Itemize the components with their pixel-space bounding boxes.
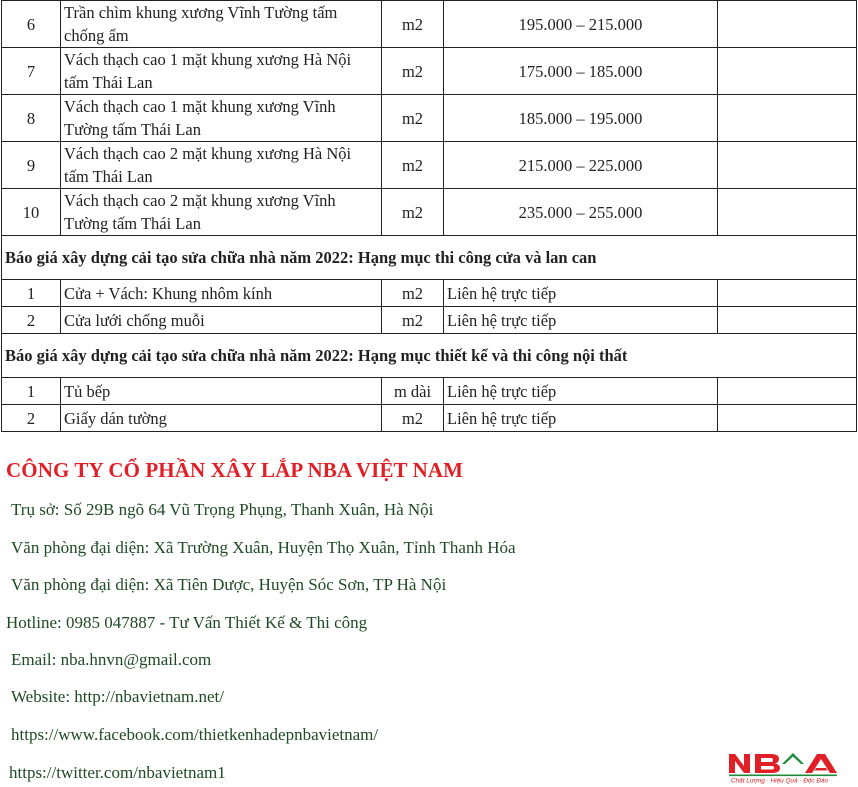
item-price: 215.000 – 225.000 xyxy=(444,142,718,189)
table-row xyxy=(2,378,857,405)
item-note xyxy=(718,95,857,142)
website-link[interactable]: Website: http://nbavietnam.net/ xyxy=(11,687,224,706)
nba-logo xyxy=(727,748,853,784)
item-note xyxy=(718,280,857,307)
item-note xyxy=(718,405,857,432)
item-price: Liên hệ trực tiếp xyxy=(444,405,718,432)
item-name: Trần chìm khung xương Vĩnh Tường tấm chống ẩm xyxy=(61,1,382,48)
section-header-row xyxy=(2,334,857,378)
item-unit: m2 xyxy=(382,95,444,142)
item-price: 175.000 – 185.000 xyxy=(444,48,718,95)
item-name: Vách thạch cao 2 mặt khung xương Vĩnh Tường tấm Thái Lan xyxy=(61,189,382,236)
section-title: Báo giá xây dựng cải tạo sửa chữa nhà năm 2022: Hạng mục thiết kế và thi công nội thất xyxy=(2,334,857,378)
item-name: Giấy dán tường xyxy=(61,405,382,432)
item-price: Liên hệ trực tiếp xyxy=(444,280,718,307)
item-note xyxy=(718,1,857,48)
row-number: 10 xyxy=(2,189,61,236)
logo-slogan: Chất Lượng · Hiệu Quả · Độc Đáo xyxy=(731,777,829,784)
item-price: Liên hệ trực tiếp xyxy=(444,307,718,334)
row-number: 2 xyxy=(2,307,61,334)
table-row xyxy=(2,280,857,307)
item-name: Tủ bếp xyxy=(61,378,382,405)
table-row xyxy=(2,405,857,432)
item-unit: m2 xyxy=(382,1,444,48)
item-unit: m dài xyxy=(382,378,444,405)
head-office-address: Trụ sở: Số 29B ngõ 64 Vũ Trọng Phụng, Thanh Xuân, Hà Nội xyxy=(11,500,434,519)
office-address-thanh-hoa: Văn phòng đại diện: Xã Trường Xuân, Huyện Thọ Xuân, Tỉnh Thanh Hóa xyxy=(11,538,516,557)
item-unit: m2 xyxy=(382,142,444,189)
company-name: CÔNG TY CỔ PHẦN XÂY LẮP NBA VIỆT NAM xyxy=(6,458,464,482)
price-table xyxy=(1,0,857,432)
item-name: Vách thạch cao 1 mặt khung xương Vĩnh Tường tấm Thái Lan xyxy=(61,95,382,142)
item-unit: m2 xyxy=(382,307,444,334)
item-name: Vách thạch cao 2 mặt khung xương Hà Nội tấm Thái Lan xyxy=(61,142,382,189)
item-price: 235.000 – 255.000 xyxy=(444,189,718,236)
section-title: Báo giá xây dựng cải tạo sửa chữa nhà năm 2022: Hạng mục thi công cửa và lan can xyxy=(2,236,857,280)
item-note xyxy=(718,378,857,405)
item-name: Vách thạch cao 1 mặt khung xương Hà Nội tấm Thái Lan xyxy=(61,48,382,95)
row-number: 2 xyxy=(2,405,61,432)
item-price: 195.000 – 215.000 xyxy=(444,1,718,48)
table-row xyxy=(2,189,857,236)
item-unit: m2 xyxy=(382,405,444,432)
table-row xyxy=(2,48,857,95)
hotline-text: Hotline: 0985 047887 - Tư Vấn Thiết Kế & Thi công xyxy=(6,613,368,632)
item-name: Cửa + Vách: Khung nhôm kính xyxy=(61,280,382,307)
row-number: 1 xyxy=(2,280,61,307)
twitter-link[interactable]: https://twitter.com/nbavietnam1 xyxy=(9,763,226,782)
item-price: 185.000 – 195.000 xyxy=(444,95,718,142)
item-unit: m2 xyxy=(382,189,444,236)
item-note xyxy=(718,142,857,189)
table-row xyxy=(2,142,857,189)
row-number: 9 xyxy=(2,142,61,189)
item-price: Liên hệ trực tiếp xyxy=(444,378,718,405)
row-number: 6 xyxy=(2,1,61,48)
item-unit: m2 xyxy=(382,48,444,95)
email-text: Email: nba.hnvn@gmail.com xyxy=(11,650,212,669)
table-row xyxy=(2,307,857,334)
item-note xyxy=(718,189,857,236)
row-number: 7 xyxy=(2,48,61,95)
facebook-link[interactable]: https://www.facebook.com/thietkenhadepnbavietnam/ xyxy=(11,725,379,744)
row-number: 8 xyxy=(2,95,61,142)
item-note xyxy=(718,307,857,334)
item-name: Cửa lưới chống muỗi xyxy=(61,307,382,334)
section-header-row xyxy=(2,236,857,280)
row-number: 1 xyxy=(2,378,61,405)
table-row xyxy=(2,1,857,48)
item-note xyxy=(718,48,857,95)
office-address-soc-son: Văn phòng đại diện: Xã Tiên Dược, Huyện Sóc Sơn, TP Hà Nội xyxy=(11,575,447,594)
table-row xyxy=(2,95,857,142)
item-unit: m2 xyxy=(382,280,444,307)
